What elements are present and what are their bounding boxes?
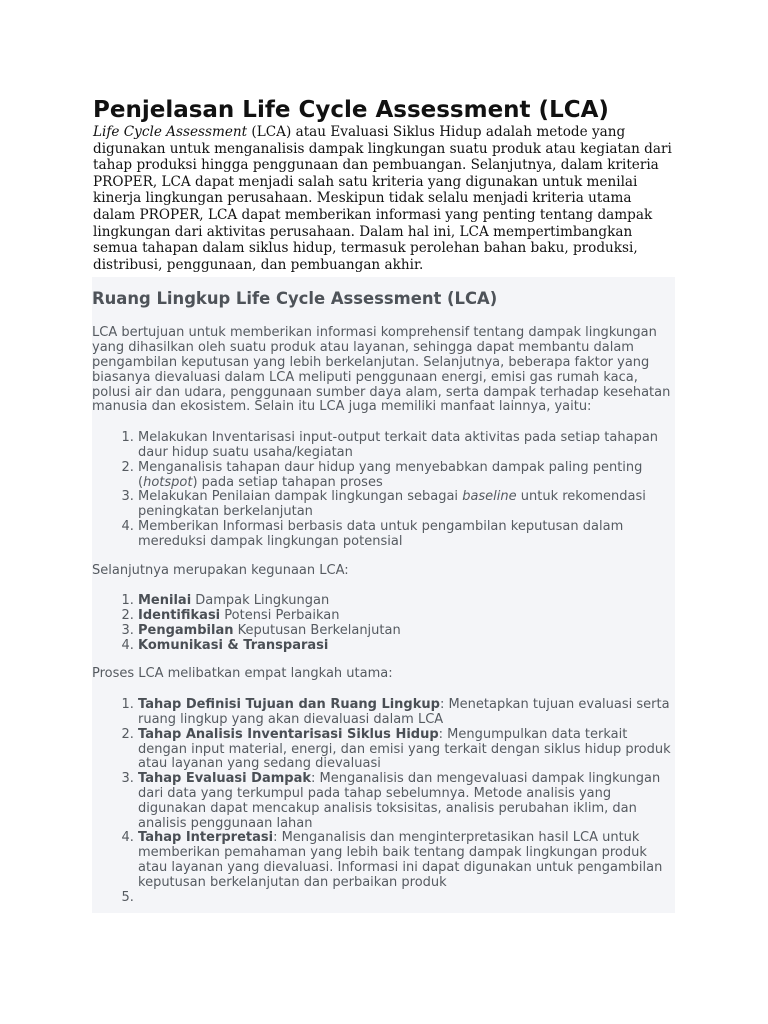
list-item-bold: Komunikasi & Transparasi: [138, 637, 329, 653]
uses-list: [92, 594, 675, 653]
list-item: [138, 594, 675, 609]
list-item-emphasis: baseline: [462, 489, 517, 505]
list-item: [138, 831, 675, 890]
scope-paragraph: LCA bertujuan untuk memberikan informasi komprehensif tentang dampak lingkungan yang dihasilkan oleh suatu produk atau layanan, sehingga dapat membantu dalam pengambilan keputusan yang lebih berkelanjutan. Selanjutnya, beberapa faktor yang biasanya dievaluasi dalam LCA meliputi penggunaan energi, emisi gas rumah kaca, polusi air dan udara, penggunaan sumber daya alam, serta dampak terhadap kesehatan manusia dan ekosistem. Selain itu LCA juga memiliki manfaat lainnya, yaitu:: [92, 325, 671, 415]
list-item: [138, 891, 675, 906]
list-item-bold: Menilai: [138, 593, 192, 609]
steps-list: [92, 698, 675, 905]
section-heading: Ruang Lingkup Life Cycle Assessment (LCA): [92, 289, 498, 309]
list-item-bold: Tahap Definisi Tujuan dan Ruang Lingkup: [138, 697, 440, 713]
list-item: [138, 639, 675, 654]
list-item-text: Potensi Perbaikan: [220, 608, 340, 624]
list-item-bold: Pengambilan: [138, 622, 234, 638]
list-item-bold: Tahap Interpretasi: [138, 830, 274, 846]
list-item-text: Melakukan Inventarisasi input-output terkait data aktivitas pada setiap tahapan daur hidup suatu usaha/kegiatan: [138, 430, 659, 460]
list-item-text: Memberikan Informasi berbasis data untuk pengambilan keputusan dalam mereduksi dampak lingkungan potensial: [138, 518, 624, 549]
benefits-list: [92, 431, 675, 549]
list-item-text: : Menetapkan tujuan evaluasi serta ruang lingkup yang akan dievaluasi dalam LCA: [138, 697, 670, 728]
list-item-bold: Tahap Analisis Inventarisasi Siklus Hidup: [138, 726, 439, 742]
list-item-text: Melakukan Penilaian dampak lingkungan sebagai: [138, 489, 463, 505]
intro-text: (LCA) atau Evaluasi Siklus Hidup adalah metode yang digunakan untuk menganalisis dampak lingkungan suatu produk atau kegiatan dari tahap produksi hingga penggunaan dan pembuangan. Selanjutnya, dalam kriteria PROPER, LCA dapat menjadi salah satu kriteria yang digunakan untuk menilai kinerja lingkungan perusahaan. Meskipun tidak selalu menjadi kriteria utama dalam PROPER, LCA dapat memberikan informasi yang penting tentang dampak lingkungan dari aktivitas perusahaan. Dalam hal ini, LCA mempertimbangkan semua tahapan dalam siklus hidup, termasuk perolehan bahan baku, produksi, distribusi, penggunaan, dan pembuangan akhir.: [93, 124, 672, 273]
process-intro: Proses LCA melibatkan empat langkah utama:: [92, 666, 393, 682]
list-item: [138, 461, 675, 491]
list-item-bold: Identifikasi: [138, 608, 221, 624]
list-item: [138, 728, 675, 772]
list-item-text: untuk rekomendasi peningkatan berkelanjutan: [138, 489, 646, 520]
list-item: [138, 490, 675, 520]
list-item-text: : Menganalisis dan menginterpretasikan hasil LCA untuk memberikan pemahaman yang lebih baik tentang dampak lingkungan produk atau layanan yang dievaluasi. Informasi ini dapat digunakan untuk pengambilan keputusan berkelanjutan dan perbaikan produk: [138, 830, 663, 890]
list-item: [138, 520, 675, 550]
list-item-emphasis: hotspot: [143, 474, 193, 490]
list-item: [138, 431, 675, 461]
list-item: [138, 609, 675, 624]
list-item: [138, 698, 675, 728]
list-item-bold: Tahap Evaluasi Dampak: [138, 771, 311, 787]
list-item-text: : Menganalisis dan mengevaluasi dampak lingkungan dari data yang terkumpul pada tahap sebelumnya. Metode analisis yang digunakan dapat mencakup analisis toksisitas, analisis perubahan iklim, dan analisis penggunaan lahan: [138, 771, 661, 831]
list-item: [138, 772, 675, 831]
list-item-text: ) pada setiap tahapan proses: [192, 474, 383, 490]
scope-section: [92, 277, 675, 913]
list-item: [138, 624, 675, 639]
uses-intro: Selanjutnya merupakan kegunaan LCA:: [92, 562, 349, 578]
intro-paragraph: [93, 124, 675, 273]
list-item-text: Dampak Lingkungan: [191, 593, 330, 609]
list-item-text: Menganalisis tahapan daur hidup yang menyebabkan dampak paling penting (: [138, 459, 643, 490]
intro-term: Life Cycle Assessment: [93, 124, 248, 140]
list-item-text: : Mengumpulkan data terkait dengan input material, energi, dan emisi yang terkait dengan siklus hidup produk atau layanan yang sedang dievaluasi: [138, 726, 671, 772]
document-page: [93, 96, 675, 913]
page-title: Penjelasan Life Cycle Assessment (LCA): [93, 97, 609, 123]
list-item-text: Keputusan Berkelanjutan: [233, 622, 401, 638]
